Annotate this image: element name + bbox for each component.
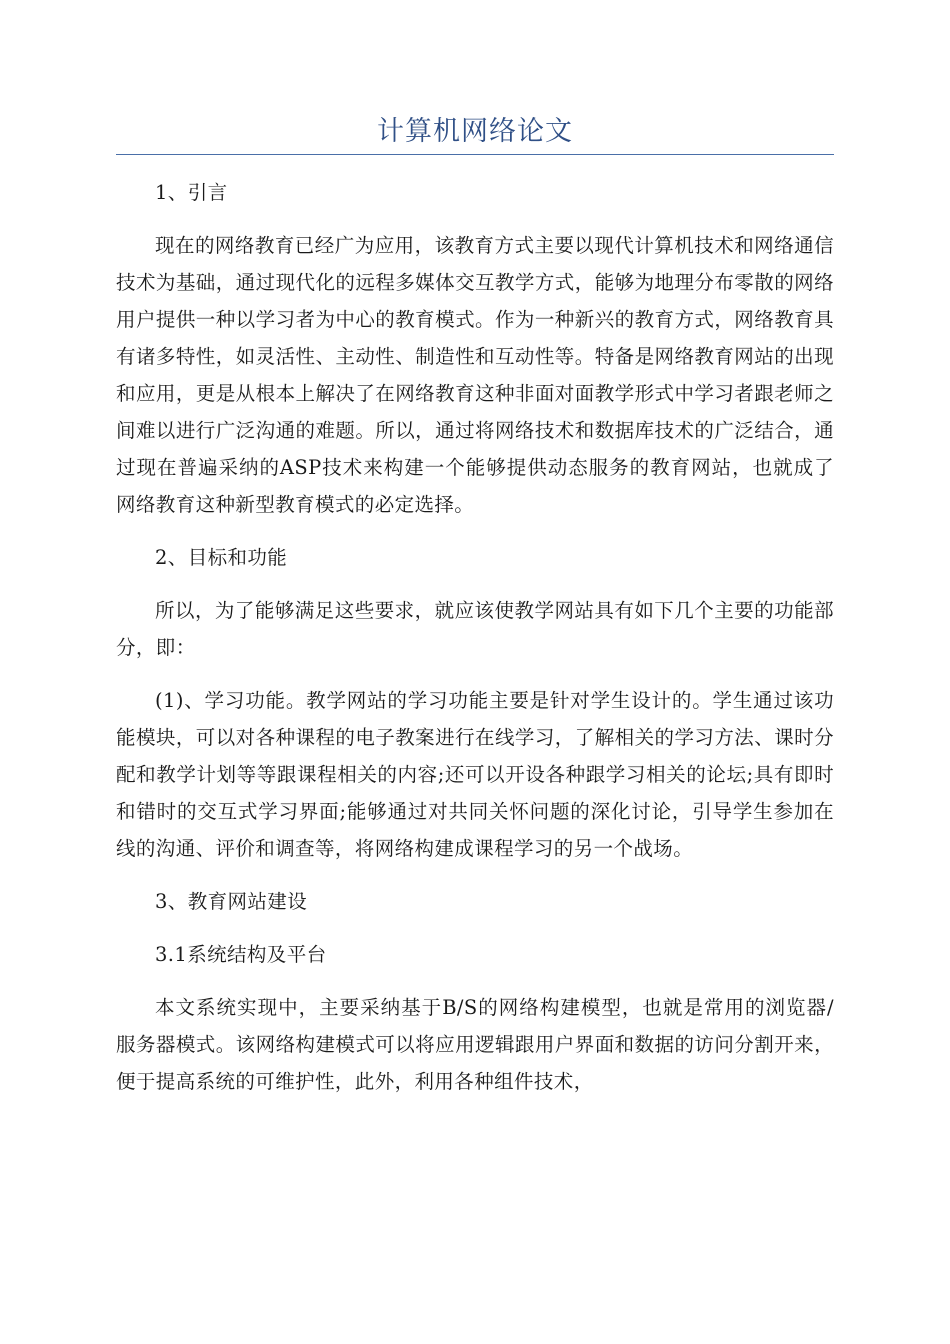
paragraph-learning-function: (1)、学习功能。教学网站的学习功能主要是针对学生设计的。学生通过该功能模块，可以对各种课程的电子教案进行在线学习，了解相关的学习方法、课时分配和教学计划等等跟课程相关的内容;还可以开设各种跟学习相关的论坛;具有即时和错时的交互式学习界面;能够通过对共同关怀问题的深化讨论，引导学生参加在线的沟通、评价和调查等，将网络构建成课程学习的另一个战场。	[116, 689, 834, 860]
document-body	[116, 174, 834, 1100]
paragraph-structure: 本文系统实现中，主要采纳基于B/S的网络构建模型，也就是常用的浏览器/服务器模式。该网络构建模式可以将应用逻辑跟用户界面和数据的访问分割开来，便于提高系统的可维护性，此外，利用各种组件技术，	[116, 996, 834, 1093]
document-title: 计算机网络论文	[377, 116, 573, 147]
section-heading-intro: 1、引言	[155, 181, 228, 204]
section-heading-goals: 2、目标和功能	[155, 546, 288, 569]
paragraph-intro: 现在的网络教育已经广为应用，该教育方式主要以现代计算机技术和网络通信技术为基础，通过现代化的远程多媒体交互教学方式，能够为地理分布零散的网络用户提供一种以学习者为中心的教育模式。作为一种新兴的教育方式，网络教育具有诸多特性，如灵活性、主动性、制造性和互动性等。特备是网络教育网站的出现和应用，更是从根本上解决了在网络教育这种非面对面教学形式中学习者跟老师之间难以进行广泛沟通的难题。所以，通过将网络技术和数据库技术的广泛结合，通过现在普遍采纳的ASP技术来构建一个能够提供动态服务的教育网站，也就成了网络教育这种新型教育模式的必定选择。	[116, 234, 834, 516]
title-underline	[116, 154, 834, 155]
section-heading-website: 3、教育网站建设	[155, 890, 308, 913]
paragraph-goals: 所以，为了能够满足这些要求，就应该使教学网站具有如下几个主要的功能部分，即：	[116, 599, 834, 659]
subsection-heading-structure: 3.1系统结构及平台	[155, 943, 327, 966]
